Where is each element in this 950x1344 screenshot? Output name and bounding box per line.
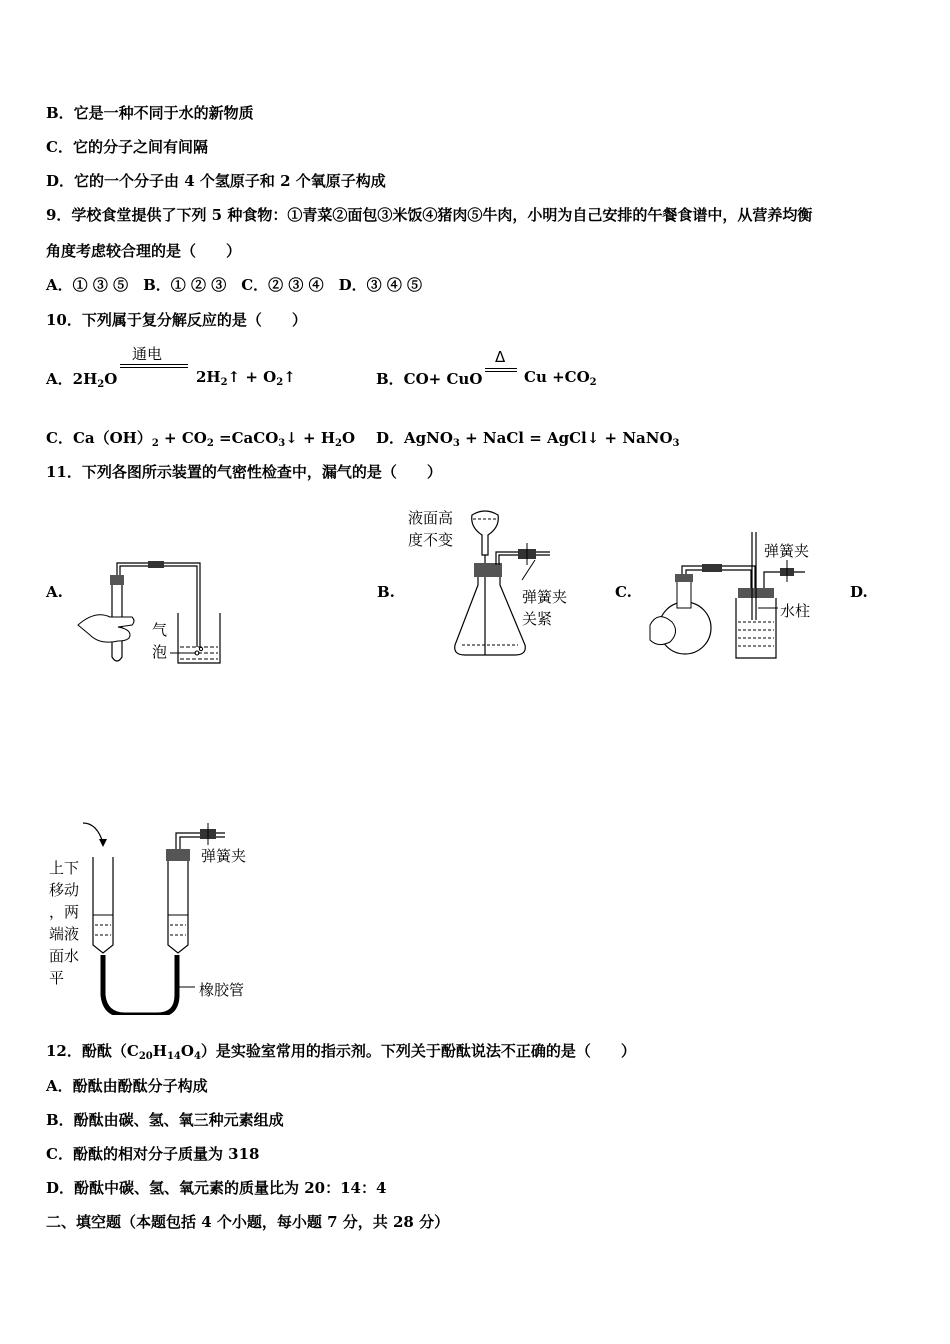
conical-flask-icon: [455, 577, 526, 655]
q10-b-equals-line1: [485, 368, 517, 369]
figure-d-apparatus: [45, 815, 275, 1015]
figure-c-apparatus: [640, 530, 830, 665]
fig-a-label-bubble-2: 泡: [152, 643, 168, 661]
q10-a-equals-line2: [120, 367, 188, 368]
hand-icon: [78, 615, 134, 642]
fig-b-label-2: 度不变: [408, 531, 454, 549]
fig-d-label-5: 面水: [49, 947, 80, 965]
q9-stem-line1: 9．学校食堂提供了下列 5 种食物：①青菜②面包③米饭④猪肉⑤牛肉，小明为自己安排的午餐食谱中，从营养均衡: [46, 206, 813, 224]
q10-option-d: D．AgNO$_3$ + NaCl = AgCl↓ + NaNO$_3$: [376, 429, 680, 449]
tube-left-icon: [93, 857, 113, 953]
funnel-icon: [472, 511, 499, 555]
fig-b-label-clamp: 弹簧夹: [522, 588, 568, 606]
q12-option-c: C．酚酞的相对分子质量为 318: [46, 1145, 260, 1163]
q10-option-c: C．$Ca(OH)_2 + CO_2$ =CaCO$_3$↓ + $H_2O$: [46, 429, 356, 449]
q10-option-b: B．CO+ CuO: [376, 370, 483, 388]
q8-option-b: B．它是一种不同于水的新物质: [46, 104, 254, 122]
q12-stem: 12．酚酞$(C_{20}H_{14}O_4)$是实验室常用的指示剂。下列关于酚酞说法不正确的是（ ）: [46, 1042, 636, 1062]
figure-a-apparatus: [70, 555, 230, 670]
q12-option-b: B．酚酞由碳、氢、氧三种元素组成: [46, 1111, 284, 1129]
fig-b-label-closed: 关紧: [522, 610, 553, 628]
fig-d-label-clamp: 弹簧夹: [201, 847, 247, 865]
stopper-icon: [474, 563, 502, 577]
q11-label-d: D.: [850, 583, 868, 601]
fig-d-label-1: 上下: [49, 859, 80, 877]
q8-option-d: D．它的一个分子由 4 个氢原子和 2 个氧原子构成: [46, 172, 386, 190]
q9-stem-line2: 角度考虑较合理的是（ ）: [46, 242, 242, 260]
q11-stem: 11．下列各图所示装置的气密性检查中，漏气的是（ ）: [46, 463, 442, 481]
fig-c-label-clamp: 弹簧夹: [764, 542, 810, 560]
figure-b-apparatus: [400, 505, 590, 665]
fig-d-label-6: 平: [49, 969, 65, 987]
tube-right-icon: [168, 857, 188, 953]
section-2-heading: 二、填空题（本题包括 4 个小题，每小题 7 分，共 28 分）: [46, 1213, 450, 1231]
q11-label-b: B.: [377, 583, 395, 601]
q10-b-condition: Δ: [495, 348, 506, 366]
fig-d-label-rubber-tube: 橡胶管: [199, 981, 245, 999]
q10-a-condition: 通电: [132, 345, 163, 363]
q9-options: A．① ③ ⑤ B．① ② ③ C．② ③ ④ D．③ ④ ⑤: [46, 276, 423, 294]
q12-option-d: D．酚酞中碳、氢、氧元素的质量比为 20：14：4: [46, 1179, 387, 1197]
fig-d-label-4: 端液: [49, 925, 80, 943]
fig-d-label-3: ，两: [49, 903, 80, 921]
fig-a-label-bubble-1: 气: [152, 621, 168, 639]
beaker-icon: [178, 613, 220, 663]
q11-label-c: C.: [615, 583, 632, 601]
rubber-tube-icon: [103, 955, 177, 1015]
q10-stem: 10．下列属于复分解反应的是（ ）: [46, 311, 307, 329]
q10-option-a-products: $2H_2↑$ + $O_2↑$: [196, 368, 296, 388]
q8-option-c: C．它的分子之间有间隔: [46, 138, 208, 156]
stopper-icon: [110, 575, 124, 585]
q10-option-b-products: $Cu +CO_2$: [524, 368, 597, 388]
q10-a-equals-line1: [120, 364, 188, 365]
fig-b-label-1: 液面高: [408, 509, 454, 527]
q12-option-a: A．酚酞由酚酞分子构成: [46, 1077, 208, 1095]
hand-icon: [650, 617, 676, 645]
q10-b-equals-line2: [485, 371, 517, 372]
fig-c-label-water-column: 水柱: [780, 602, 811, 620]
q11-label-a: A.: [46, 583, 63, 601]
q10-option-a: A．$2H_2O$: [46, 370, 118, 390]
fig-d-label-2: 移动: [49, 881, 80, 899]
